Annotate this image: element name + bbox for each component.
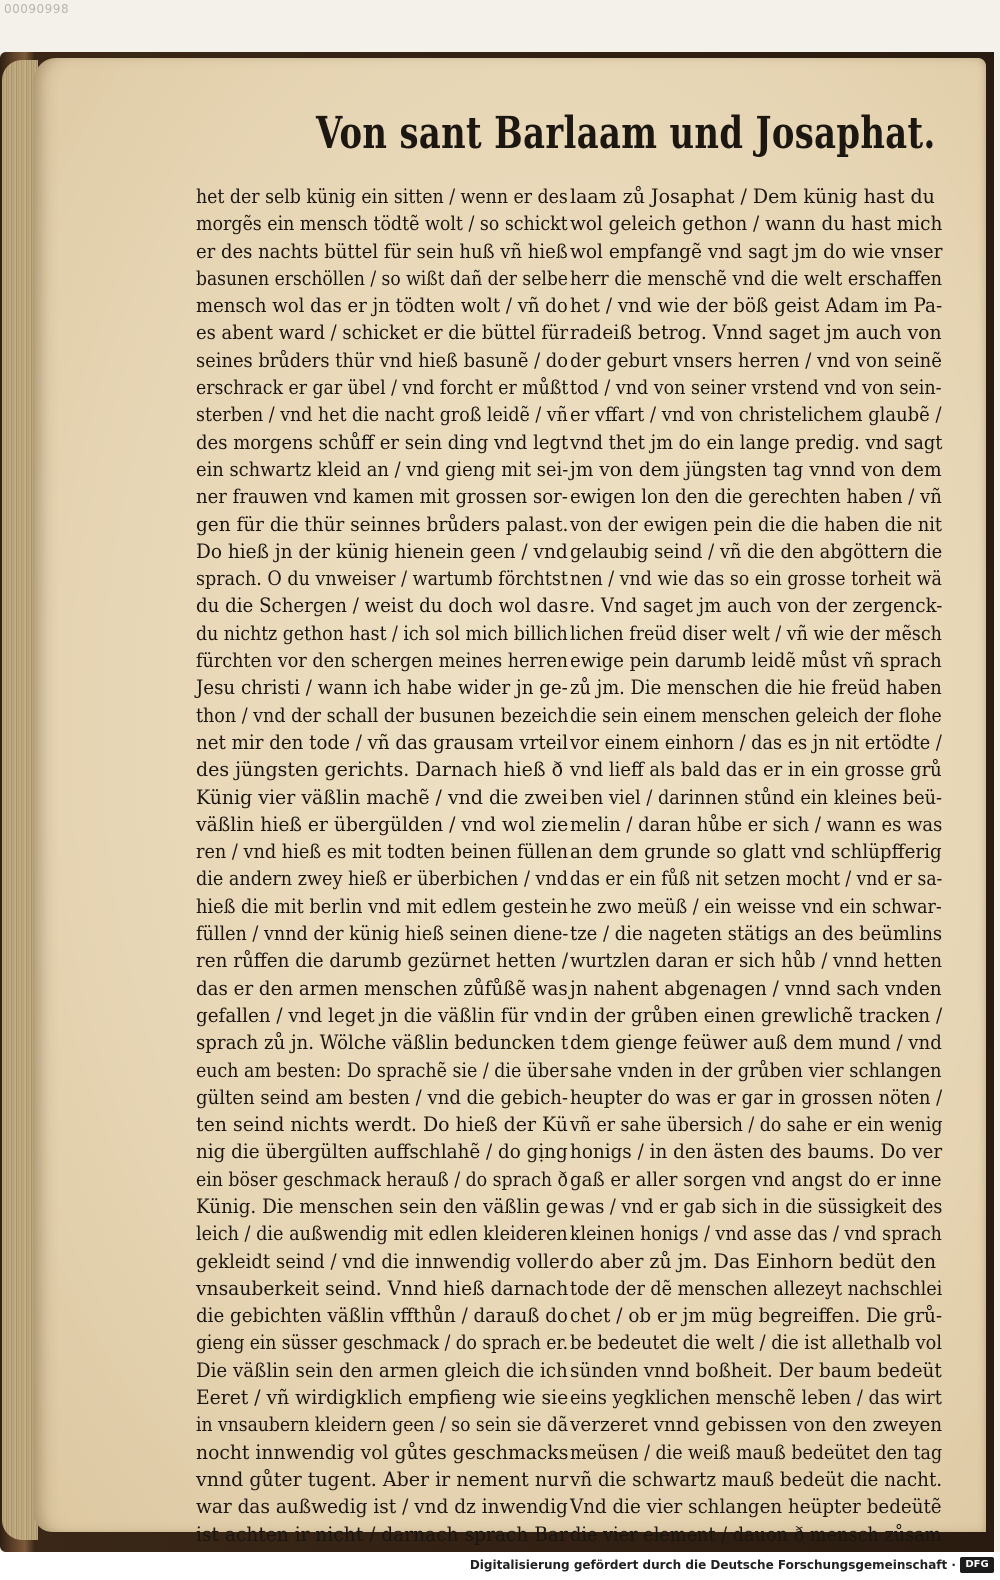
text-line: meüsen / die weiß mauß bedeütet den tag [570,1440,943,1464]
text-line: eins yegklichen menschẽ leben / das wirt [570,1386,942,1410]
text-line: in der grůben einen grewlichẽ tracken / [570,1003,943,1027]
page-heading: Von sant Barlaam und Josaphat. [316,108,936,159]
text-line: dem gienge feüwer auß dem mund / vnd [570,1031,942,1055]
text-line: ist achten ir nicht / darnach sprach Bar [196,1522,568,1546]
text-line: ren růffen die darumb gezürnet hetten / [196,949,568,973]
text-line: an dem grunde so glatt vnd schlüpfferig [570,840,942,864]
text-line: gelaubig seind / vñ die den abgöttern die [570,539,943,563]
text-line: erschrack er gar übel / vnd forcht er můßt [196,376,569,400]
text-line: gekleidt seind / vnd die innwendig voller [196,1249,569,1273]
text-line: herr die menschẽ vnd die welt erschaffen [570,266,943,290]
text-line: vñ die schwartz mauß bedeüt die nacht. [570,1467,943,1491]
text-line: sünden vnnd boßheit. Der baum bedeüt [570,1358,942,1382]
text-line: ben viel / darinnen stůnd ein kleines beü- [570,785,943,809]
text-line: gen für die thür seinnes brůders palast. [196,512,569,536]
scan-id: 00090998 [4,2,70,16]
text-line: ren / vnd hieß es mit todten beinen füllen [196,840,569,864]
left-text-column [196,183,576,1548]
text-line: verzeret vnnd gebissen von den zweyen [570,1413,943,1437]
text-line: die andern zwey hieß er überbichen / vnd [196,867,568,891]
text-line: he zwo meüß / ein weisse vnd ein schwar- [570,894,942,918]
text-line: ein böser geschmack herauß / do sprach ð [196,1167,568,1191]
text-line: kleinen honigs / vnd asse das / vnd sprach [570,1222,942,1246]
text-line: leich / die außwendig mit edlen kleideren [196,1222,568,1246]
text-line: zů jm. Die menschen die hie freüd haben [570,676,942,700]
text-line: sprach zů jn. Wölche väßlin beduncken t [196,1031,569,1055]
text-line: war das außwedig ist / vnd dz inwendig [196,1495,568,1519]
dfg-logo: DFG [960,1557,994,1573]
text-line: Künig vier väßlin machẽ / vnd die zwei [196,785,568,809]
text-line: nig die übergülten auffschlahẽ / do gịng [196,1140,568,1164]
text-line: das er den armen menschen zůfůßẽ was [196,976,568,1000]
text-line: wurtzlen daran er sich hůb / vnnd hetten [570,949,942,973]
text-line: thon / vnd der schall der busunen bezeich [196,703,569,727]
text-line: tze / die nageten stätigs an des beümlins [570,922,943,946]
text-line: tode der dẽ menschen allezeyt nachschlei [570,1276,943,1300]
text-line: des jüngsten gerichts. Darnach hieß ð [196,758,564,782]
text-line: mensch wol das er jn tödten wolt / vñ do [196,294,568,318]
text-line: het / vnd wie der böß geist Adam im Pa- [570,294,943,318]
text-line: laam zů Josaphat / Dem künig hast du [570,185,935,208]
text-line: die gebichten väßlin vffthůn / darauß do [196,1304,568,1328]
text-line: vñ er sahe übersich / do sahe er ein wenig [570,1113,943,1137]
text-line: lichen freüd diser welt / vñ wie der mẽsch [570,621,942,645]
text-line: was / vnd er gab sich in die süssigkeit des [570,1194,943,1218]
text-line: re. Vnd saget jm auch von der zergenck- [570,594,943,618]
text-line: net mir den tode / vñ das grausam vrteil [196,730,569,754]
text-line: der geburt vnsers herren / vnd von seinẽ [570,348,942,372]
text-line: er vffart / vnd von christelichem glaubẽ / [570,403,942,427]
footer-credit: Digitalisierung gefördert durch die Deutsche Forschungsgemeinschaft · [469,1558,956,1572]
text-line: vnnd gůter tugent. Aber ir nement nur [196,1467,569,1491]
text-line: vnd thet jm do ein lange predig. vnd sagt [570,430,943,454]
right-text-column [570,183,950,1548]
text-line: in vnsaubern kleidern geen / so sein sie dã [196,1413,569,1437]
text-line: do aber zů jm. Das Einhorn bedüt den [570,1249,937,1273]
text-line: vnsauberkeit seind. Vnnd hieß darnach [196,1276,569,1300]
text-line: melin / daran hůbe er sich / wann es was [570,812,943,836]
text-line: heupter do was er gar in grossen nöten / [570,1085,943,1109]
text-line: Jesu christi / wann ich habe wider jn ge- [196,676,568,700]
text-line: die sein einem menschen geleich der flohe [570,703,942,727]
text-line: be bedeutet die welt / die ist allethalb vol [570,1331,942,1355]
text-line: väßlin hieß er übergülden / vnd wol zie [196,812,569,836]
text-line: füllen / vnnd der künig hieß seinen diene- [196,922,569,946]
text-line: Die väßlin sein den armen gleich die ich [196,1358,568,1382]
text-line: gaß er aller sorgen vnd angst do er inne [570,1167,942,1191]
text-line: het der selb künig ein sitten / wenn er des [196,185,568,208]
text-line: jn nahent abgenagen / vnnd sach vnden [570,976,942,1000]
footer-bar [0,1552,1000,1580]
text-line: nen / vnd wie das so ein grosse torheit wä [570,567,942,591]
text-line: ewige pein darumb leidẽ můst vñ sprach [570,649,942,673]
text-line: Eeret / vñ wirdigklich empfieng wie sie [196,1386,569,1410]
text-line: sprach. O du vnweiser / wartumb förchtst [196,567,568,591]
text-line: honigs / in den ästen des baums. Do ver [570,1140,943,1164]
text-line: gefallen / vnd leget jn die väßlin für vnd [196,1003,568,1027]
text-line: hieß die mit berlin vnd mit edlem gestein [196,894,568,918]
text-line: vor einem einhorn / das es jn nit ertödte / [570,730,942,754]
text-line: ewigen lon den die gerechten haben / vñ [570,485,942,509]
text-line: morgẽs ein mensch tödtẽ wolt / so schickt [196,212,568,236]
text-line: das er ein fůß nit setzen mocht / vnd er sa- [570,867,943,891]
text-line: seines brůders thür vnd hieß basunẽ / do [196,348,568,372]
text-line: sterben / vnd het die nacht groß leidẽ / vñ [196,403,568,427]
text-line: von der ewigen pein die die haben die nit [570,512,942,536]
text-line: fürchten vor den schergen meines herren [196,649,568,673]
text-line: gülten seind am besten / vnd die gebich- [196,1085,568,1109]
text-line: des morgens schůff er sein ding vnd legt [196,430,569,454]
text-line: er des nachts büttel für sein huß vñ hieß [196,239,568,263]
text-line: jm von dem jüngsten tag vnnd von dem [570,457,942,481]
text-line: sahe vnden in der grůben vier schlangen [570,1058,942,1082]
text-line: nocht innwendig vol gůtes geschmacks [196,1440,569,1464]
text-line: wol geleich gethon / wann du hast mich [570,212,943,236]
text-line: chet / ob er jm müg begreiffen. Die grů- [570,1304,943,1328]
text-line: euch am besten: Do sprachẽ sie / die über [196,1058,568,1082]
text-line: ein schwartz kleid an / vnd gieng mit sei- [196,457,569,481]
text-line: basunen erschöllen / so wißt dañ der selbe [196,266,568,290]
text-line: Vnd die vier schlangen heüpter bedeütẽ [570,1495,942,1519]
text-line: es abent ward / schicket er die büttel für [196,321,569,345]
text-line: wol empfangẽ vnd sagt jm do wie vnser [570,239,943,263]
text-line: die vier element / dauon ð mensch zůsam [570,1522,942,1546]
text-line: Künig. Die menschen sein den väßlin ge [196,1194,569,1218]
text-line: du die Schergen / weist du doch wol das [196,594,569,618]
text-line: ten seind nichts werdt. Do hieß der Kü [196,1113,568,1137]
text-line: tod / vnd von seiner vrstend vnd von sein- [570,376,942,400]
text-line: du nichtz gethon hast / ich sol mich billich [196,621,568,645]
page-edges [2,60,38,1540]
text-line: vnd lieff als bald das er in ein grosse grů [570,758,942,782]
text-line: ner frauwen vnd kamen mit grossen sor- [196,485,568,509]
text-line: Do hieß jn der künig hienein geen / vnd [196,539,568,563]
text-line: gieng ein süsser geschmack / do sprach er. [196,1331,569,1355]
text-line: radeiß betrog. Vnnd saget jm auch von [570,321,942,345]
